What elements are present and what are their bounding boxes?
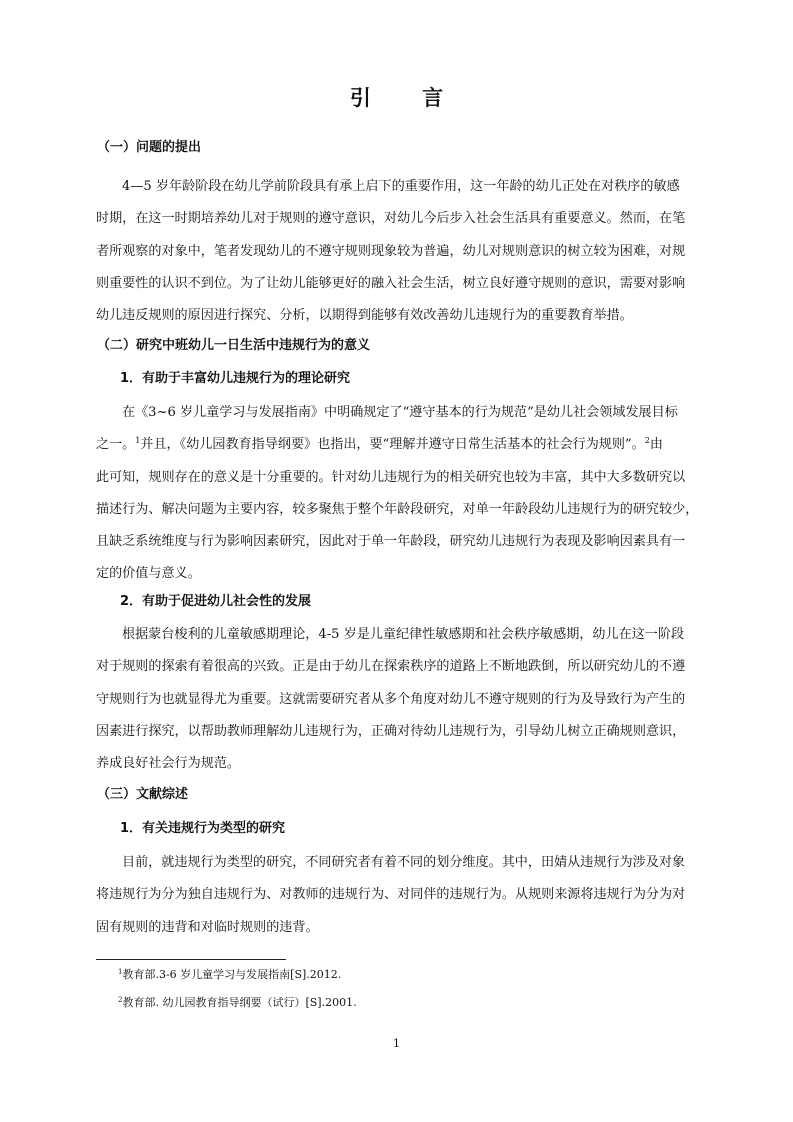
paragraph-line: 对于规则的探索有着很高的兴致。正是由于幼儿在探索秩序的道路上不断地跌倒，所以研究幼儿的不遵 xyxy=(96,659,686,675)
paragraph-line: 守规则行为也就显得尤为重要。这就需要研究者从多个角度对幼儿不遵守规则的行为及导致行为产生的 xyxy=(96,691,686,707)
paragraph-line: 定的价值与意义。 xyxy=(96,566,201,582)
footnote-text: 教育部. 幼儿园教育指导纲要（试行）[S].2001. xyxy=(122,996,357,1009)
paragraph-line-with-notes xyxy=(96,429,718,461)
footnote-mark: 2 xyxy=(118,996,123,1004)
footnote-1 xyxy=(118,968,341,982)
line-prefix: 之一。 xyxy=(96,437,136,453)
page-title: 引 言 xyxy=(349,86,466,110)
section-heading-literature: （三）文献综述 xyxy=(97,787,189,802)
paragraph-line: 在《3~6 岁儿童学习与发展指南》中明确规定了“遵守基本的行为规范”是幼儿社会领域发展目标 xyxy=(122,405,678,420)
section-heading-significance: （二）研究中班幼儿一日生活中违规行为的意义 xyxy=(97,338,371,353)
line-suffix: 由 xyxy=(649,437,663,453)
paragraph-line: 时期，在这一时期培养幼儿对于规则的遵守意识，对幼儿今后步入社会生活具有重要意义。然而，在笔 xyxy=(96,211,686,227)
paragraph-line: 则重要性的认识不到位。为了让幼儿能够更好的融入社会生活，树立良好遵守规则的意识，需要对影响 xyxy=(96,275,686,291)
footnote-divider xyxy=(96,959,286,960)
footnote-2 xyxy=(118,996,357,1010)
footnote-mark: 1 xyxy=(118,968,123,976)
paragraph-theory xyxy=(96,397,718,591)
page-number: 1 xyxy=(393,1037,400,1050)
paragraph-line: 目前，就违规行为类型的研究，不同研究者有着不同的划分维度。其中，田婧从违规行为涉及对象 xyxy=(122,855,686,870)
paragraph-line: 根据蒙台梭利的儿童敏感期理论，4-5 岁是儿童纪律性敏感期和社会秩序敏感期，幼儿在这一阶段 xyxy=(122,627,685,642)
paragraph-line: 描述行为、解决问题为主要内容，较多聚焦于整个年龄段研究，对单一年龄段幼儿违规行为的研究较少， xyxy=(96,501,699,517)
paragraph-line: 且缺乏系统维度与行为影响因素研究，因此对于单一年龄段，研究幼儿违规行为表现及影响因素具有一 xyxy=(96,534,686,550)
paragraph-line: 幼儿违反规则的原因进行探究、分析，以期得到能够有效改善幼儿违规行为的重要教育举措。 xyxy=(96,308,633,324)
subsection-heading-social: 2．有助于促进幼儿社会性的发展 xyxy=(120,594,312,609)
paragraph-line: 此可知，规则存在的意义是十分重要的。针对幼儿违规行为的相关研究也较为丰富，其中大多数研究以 xyxy=(96,469,686,485)
subsection-heading-types: 1．有关违规行为类型的研究 xyxy=(120,821,286,836)
footnote-text: 教育部.3-6 岁儿童学习与发展指南[S].2012. xyxy=(122,968,342,981)
paragraph-types xyxy=(96,847,718,944)
paragraph-line: 固有规则的违背和对临时规则的违背。 xyxy=(96,919,319,935)
subsection-heading-theory: 1．有助于丰富幼儿违规行为的理论研究 xyxy=(120,371,351,386)
paragraph-line: 将违规行为分为独自违规行为、对教师的违规行为、对同伴的违规行为。从规则来源将违规行为分为对 xyxy=(96,887,686,903)
paragraph-line: 因素进行探究，以帮助教师理解幼儿违规行为，正确对待幼儿违规行为，引导幼儿树立正确规则意识， xyxy=(96,723,686,739)
section-heading-problem: （一）问题的提出 xyxy=(97,140,202,155)
footnote-ref-1[interactable]: 1 xyxy=(135,436,141,446)
paragraph-line: 者所观察的对象中，笔者发现幼儿的不遵守规则现象较为普遍，幼儿对规则意识的树立较为困难，对规 xyxy=(96,243,686,259)
paragraph-line: 养成良好社会行为规范。 xyxy=(96,756,241,772)
line-body: 并且，《幼儿园教育指导纲要》也指出，要“理解并遵守日常生活基本的社会行为规则”。 xyxy=(140,437,645,453)
paragraph-line: 4—5 岁年龄阶段在幼儿学前阶段具有承上启下的重要作用，这一年龄的幼儿正处在对秩序的敏感 xyxy=(122,179,680,194)
footnote-ref-2[interactable]: 2 xyxy=(644,436,650,446)
paragraph-problem xyxy=(96,171,718,332)
paragraph-social xyxy=(96,619,718,780)
